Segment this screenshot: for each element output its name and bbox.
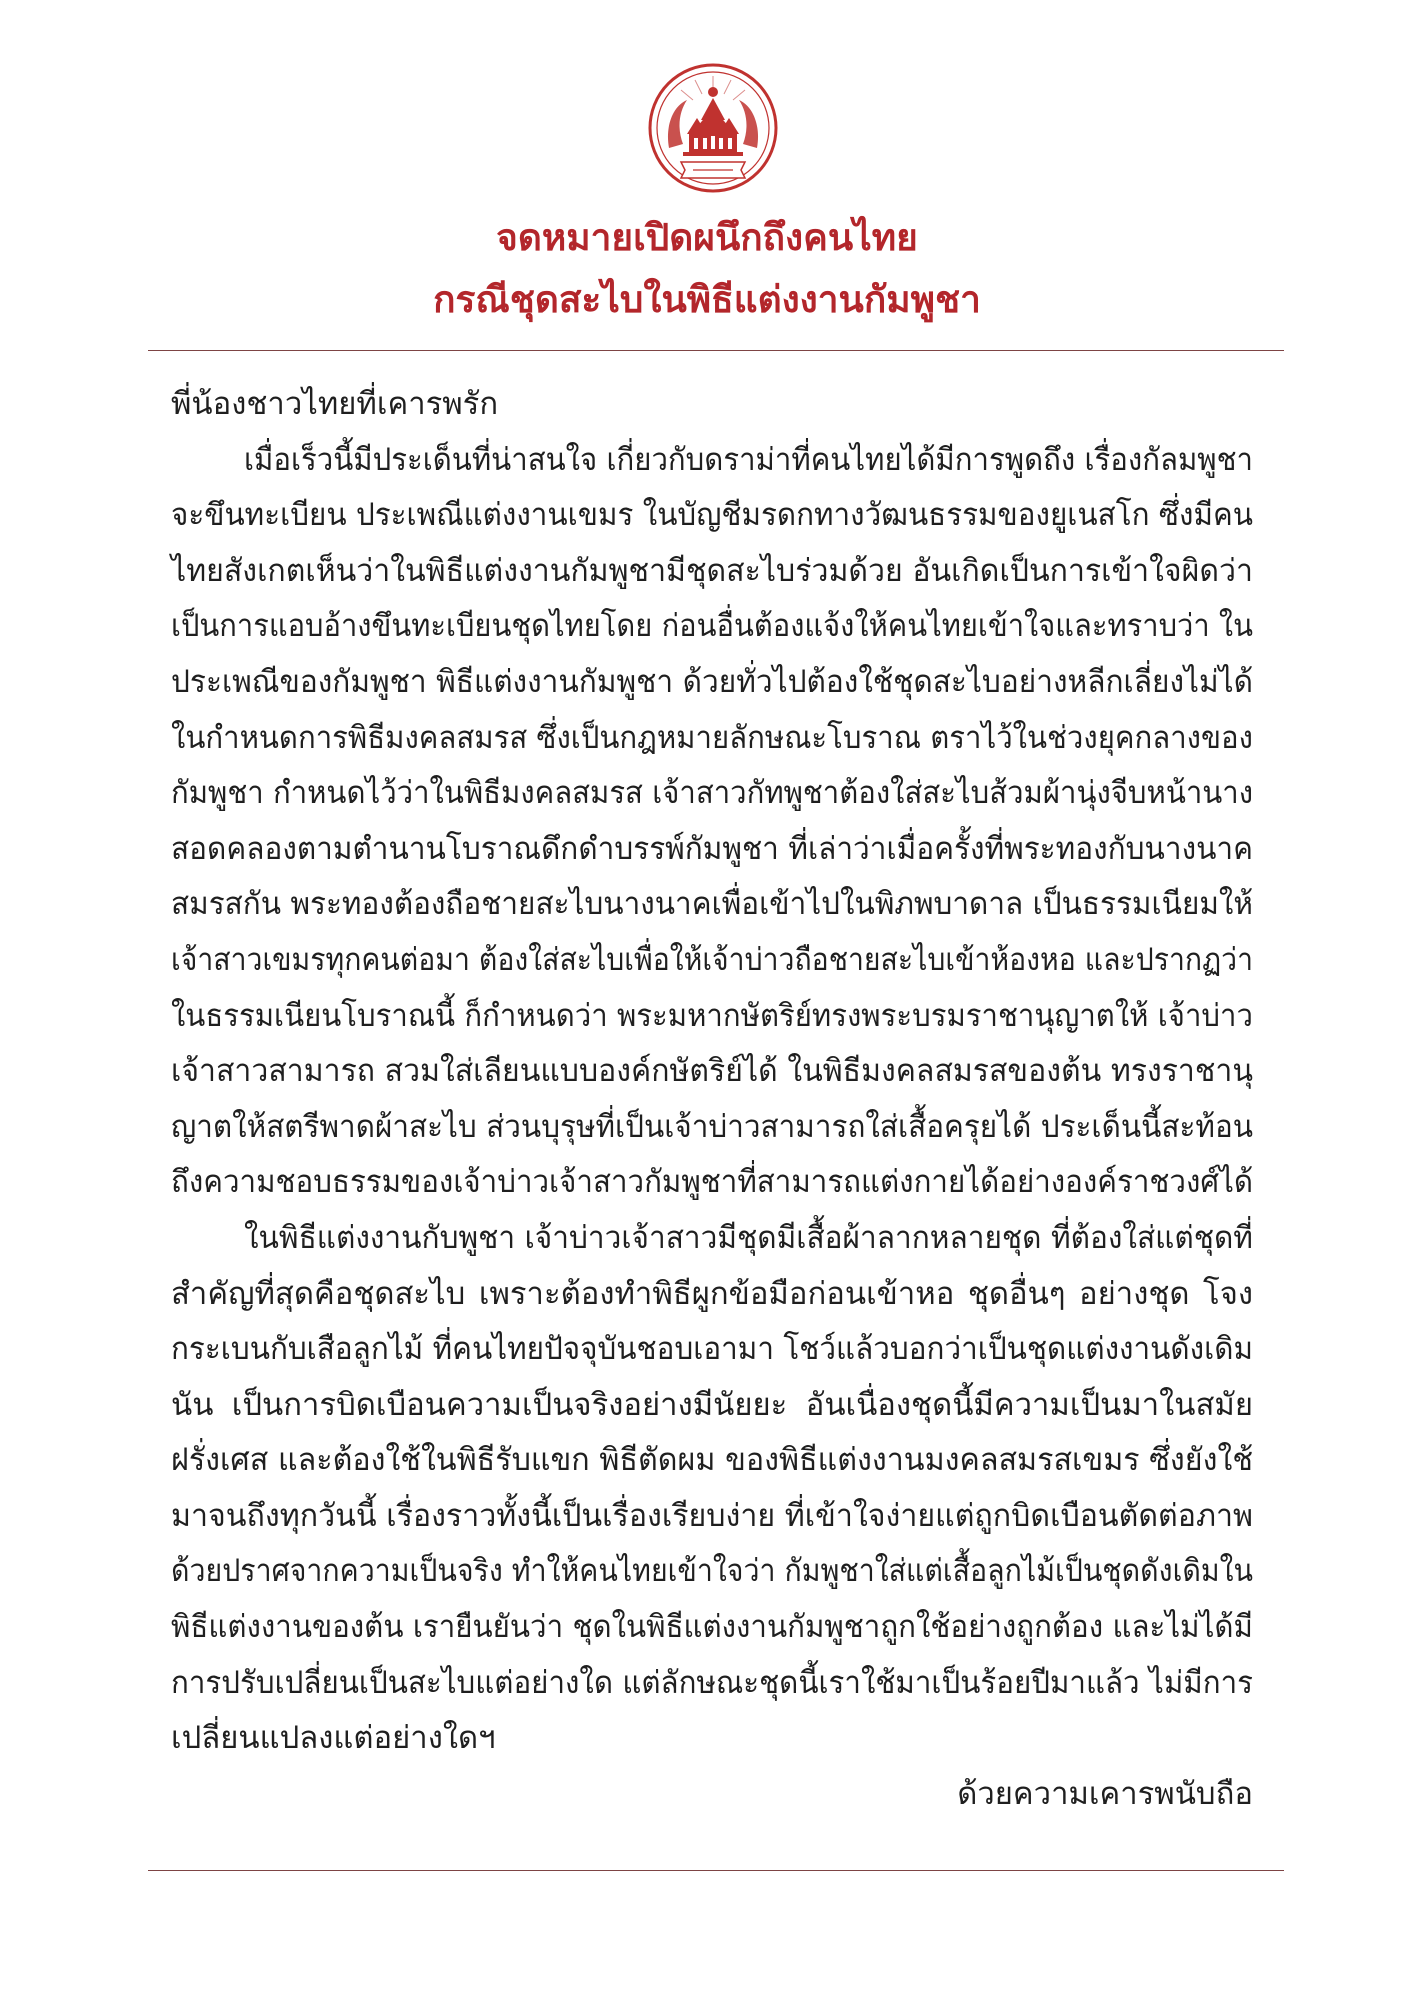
bottom-divider xyxy=(148,1870,1284,1871)
paragraph-2-line: พิธีแต่งงานของต้น เรายืนยันว่า ชุดในพิธีแต่งงานกัมพูชาถูกใช้อย่างถูกต้อง และไม่ได้มี xyxy=(171,1609,1253,1646)
letter-body xyxy=(171,377,1253,1822)
letter-title-line-2: กรณีชุดสะไบในพิธีแต่งงานกัมพูชา xyxy=(433,278,981,321)
paragraph-1-line: ถึงความชอบธรรมของเจ้าบ่าวเจ้าสาวกัมพูชาที่สามารถแต่งกายได้อย่างองค์ราชวงศ์ได้ xyxy=(171,1164,1254,1201)
temple-seal-icon xyxy=(647,62,779,194)
letter-title-line-1: จดหมายเปิดผนึกถึงคนไทย xyxy=(496,216,918,259)
paragraph-1-line: จะขึนทะเบียน ประเพณีแต่งงานเขมร ในบัญชีมรดกทางวัฒนธรรมของยูเนสโก ซึ่งมีคน xyxy=(171,497,1253,534)
paragraph-1-line: กัมพูชา กำหนดไว้ว่าในพิธีมงคลสมรส เจ้าสาวกัทพูชาต้องใส่สะไบส้วมผ้านุ่งจีบหน้านาง xyxy=(171,775,1254,812)
paragraph-1-line: ประเพณีของกัมพูชา พิธีแต่งงานกัมพูชา ด้วยทั่วไปต้องใช้ชุดสะไบอย่างหลีกเลี่ยงไม่ได้ xyxy=(171,663,1254,700)
paragraph-2-line: ในพิธีแต่งงานกับพูชา เจ้าบ่าวเจ้าสาวมีชุดมีเสื้อผ้าลากหลายชุด ที่ต้องใส่แต่ชุดที่ xyxy=(244,1219,1253,1256)
paragraph-1-line: เจ้าสาวสามารถ สวมใส่เลียนแบบองค์กษัตริย์ได้ ในพิธีมงคลสมรสของต้น ทรงราชานุ xyxy=(171,1053,1253,1090)
paragraph-2-line: มาจนถึงทุกวันนี้ เรื่องราวทั้งนี้เป็นเรื่องเรียบง่าย ที่เข้าใจง่ายแต่ถูกบิดเบือนตัดต่อภาพ xyxy=(171,1497,1254,1534)
paragraph-1-line: ในธรรมเนียนโบราณนี้ ก็กำหนดว่า พระมหากษัตริย์ทรงพระบรมราชานุญาตให้ เจ้าบ่าว xyxy=(171,997,1253,1034)
paragraph-2-line: เปลี่ยนแปลงแต่อย่างใดฯ xyxy=(171,1720,496,1757)
paragraph-1-line: สอดคลองตามตำนานโบราณดึกดำบรรพ์กัมพูชา ที่เล่าว่าเมื่อครั้งที่พระทองกับนางนาค xyxy=(171,830,1254,867)
paragraph-1-line: ไทยสังเกตเห็นว่าในพิธีแต่งงานกัมพูชามีชุดสะไบร่วมด้วย อันเกิดเป็นการเข้าใจผิดว่า xyxy=(171,552,1253,589)
paragraph-1-line: เมื่อเร็วนี้มีประเด็นที่น่าสนใจ เกี่ยวกับดราม่าที่คนไทยได้มีการพูดถึง เรื่องกัลมพูชา xyxy=(244,441,1254,478)
paragraph-1-line: สมรสกัน พระทองต้องถือชายสะไบนางนาคเพื่อเข้าไปในพิภพบาดาล เป็นธรรมเนียมให้ xyxy=(171,886,1253,923)
paragraph-2-line: สำคัญที่สุดคือชุดสะไบ เพราะต้องทำพิธีผูกข้อมือก่อนเข้าหอ ชุดอื่นๆ อย่างชุด โจง xyxy=(171,1275,1253,1312)
paragraph-2-line: นัน เป็นการบิดเบือนความเป็นจริงอย่างมีนัยยะ อันเนื่องชุดนี้มีความเป็นมาในสมัย xyxy=(171,1386,1253,1423)
top-divider xyxy=(148,350,1284,351)
paragraph-1-line: เจ้าสาวเขมรทุกคนต่อมา ต้องใส่สะไบเพื่อให้เจ้าบ่าวถือชายสะไบเข้าห้องหอ และปรากฏว่า xyxy=(171,941,1254,978)
closing-salutation: ด้วยความเคารพนับถือ xyxy=(957,1775,1253,1812)
paragraph-2-line: การปรับเปลี่ยนเป็นสะไบแต่อย่างใด แต่ลักษณะชุดนี้เราใช้มาเป็นร้อยปีมาแล้ว ไม่มีการ xyxy=(171,1664,1253,1701)
paragraph-2-line: ด้วยปราศจากความเป็นจริง ทำให้คนไทยเข้าใจว่า กัมพูชาใส่แต่เสื้อลูกไม้เป็นชุดดังเดิมใน xyxy=(171,1553,1254,1590)
greeting: พี่น้องชาวไทยที่เคารพรัก xyxy=(171,386,499,422)
paragraph-2-line: กระเบนกับเสือลูกไม้ ที่คนไทยปัจจุบันชอบเอามา โชว์แล้วบอกว่าเป็นชุดแต่งงานดังเดิม xyxy=(171,1331,1253,1368)
paragraph-1-line: เป็นการแอบอ้างขึนทะเบียนชุดไทยโดย ก่อนอื่นต้องแจ้งให้คนไทยเข้าใจและทราบว่า ใน xyxy=(171,608,1254,645)
paragraph-1-line: ญาตให้สตรีพาดผ้าสะไบ ส่วนบุรุษที่เป็นเจ้าบ่าวสามารถใส่เสื้อครุยได้ ประเด็นนี้สะท้อน xyxy=(171,1108,1254,1145)
paragraph-2-line: ฝรั่งเศส และต้องใช้ในพิธีรับแขก พิธีตัดผม ของพิธีแต่งงานมงคลสมรสเขมร ซึ่งยังใช้ xyxy=(171,1442,1253,1479)
paragraph-1-line: ในกำหนดการพิธีมงคลสมรส ซึ่งเป็นกฎหมายลักษณะโบราณ ตราไว้ในช่วงยุคกลางของ xyxy=(171,719,1253,756)
